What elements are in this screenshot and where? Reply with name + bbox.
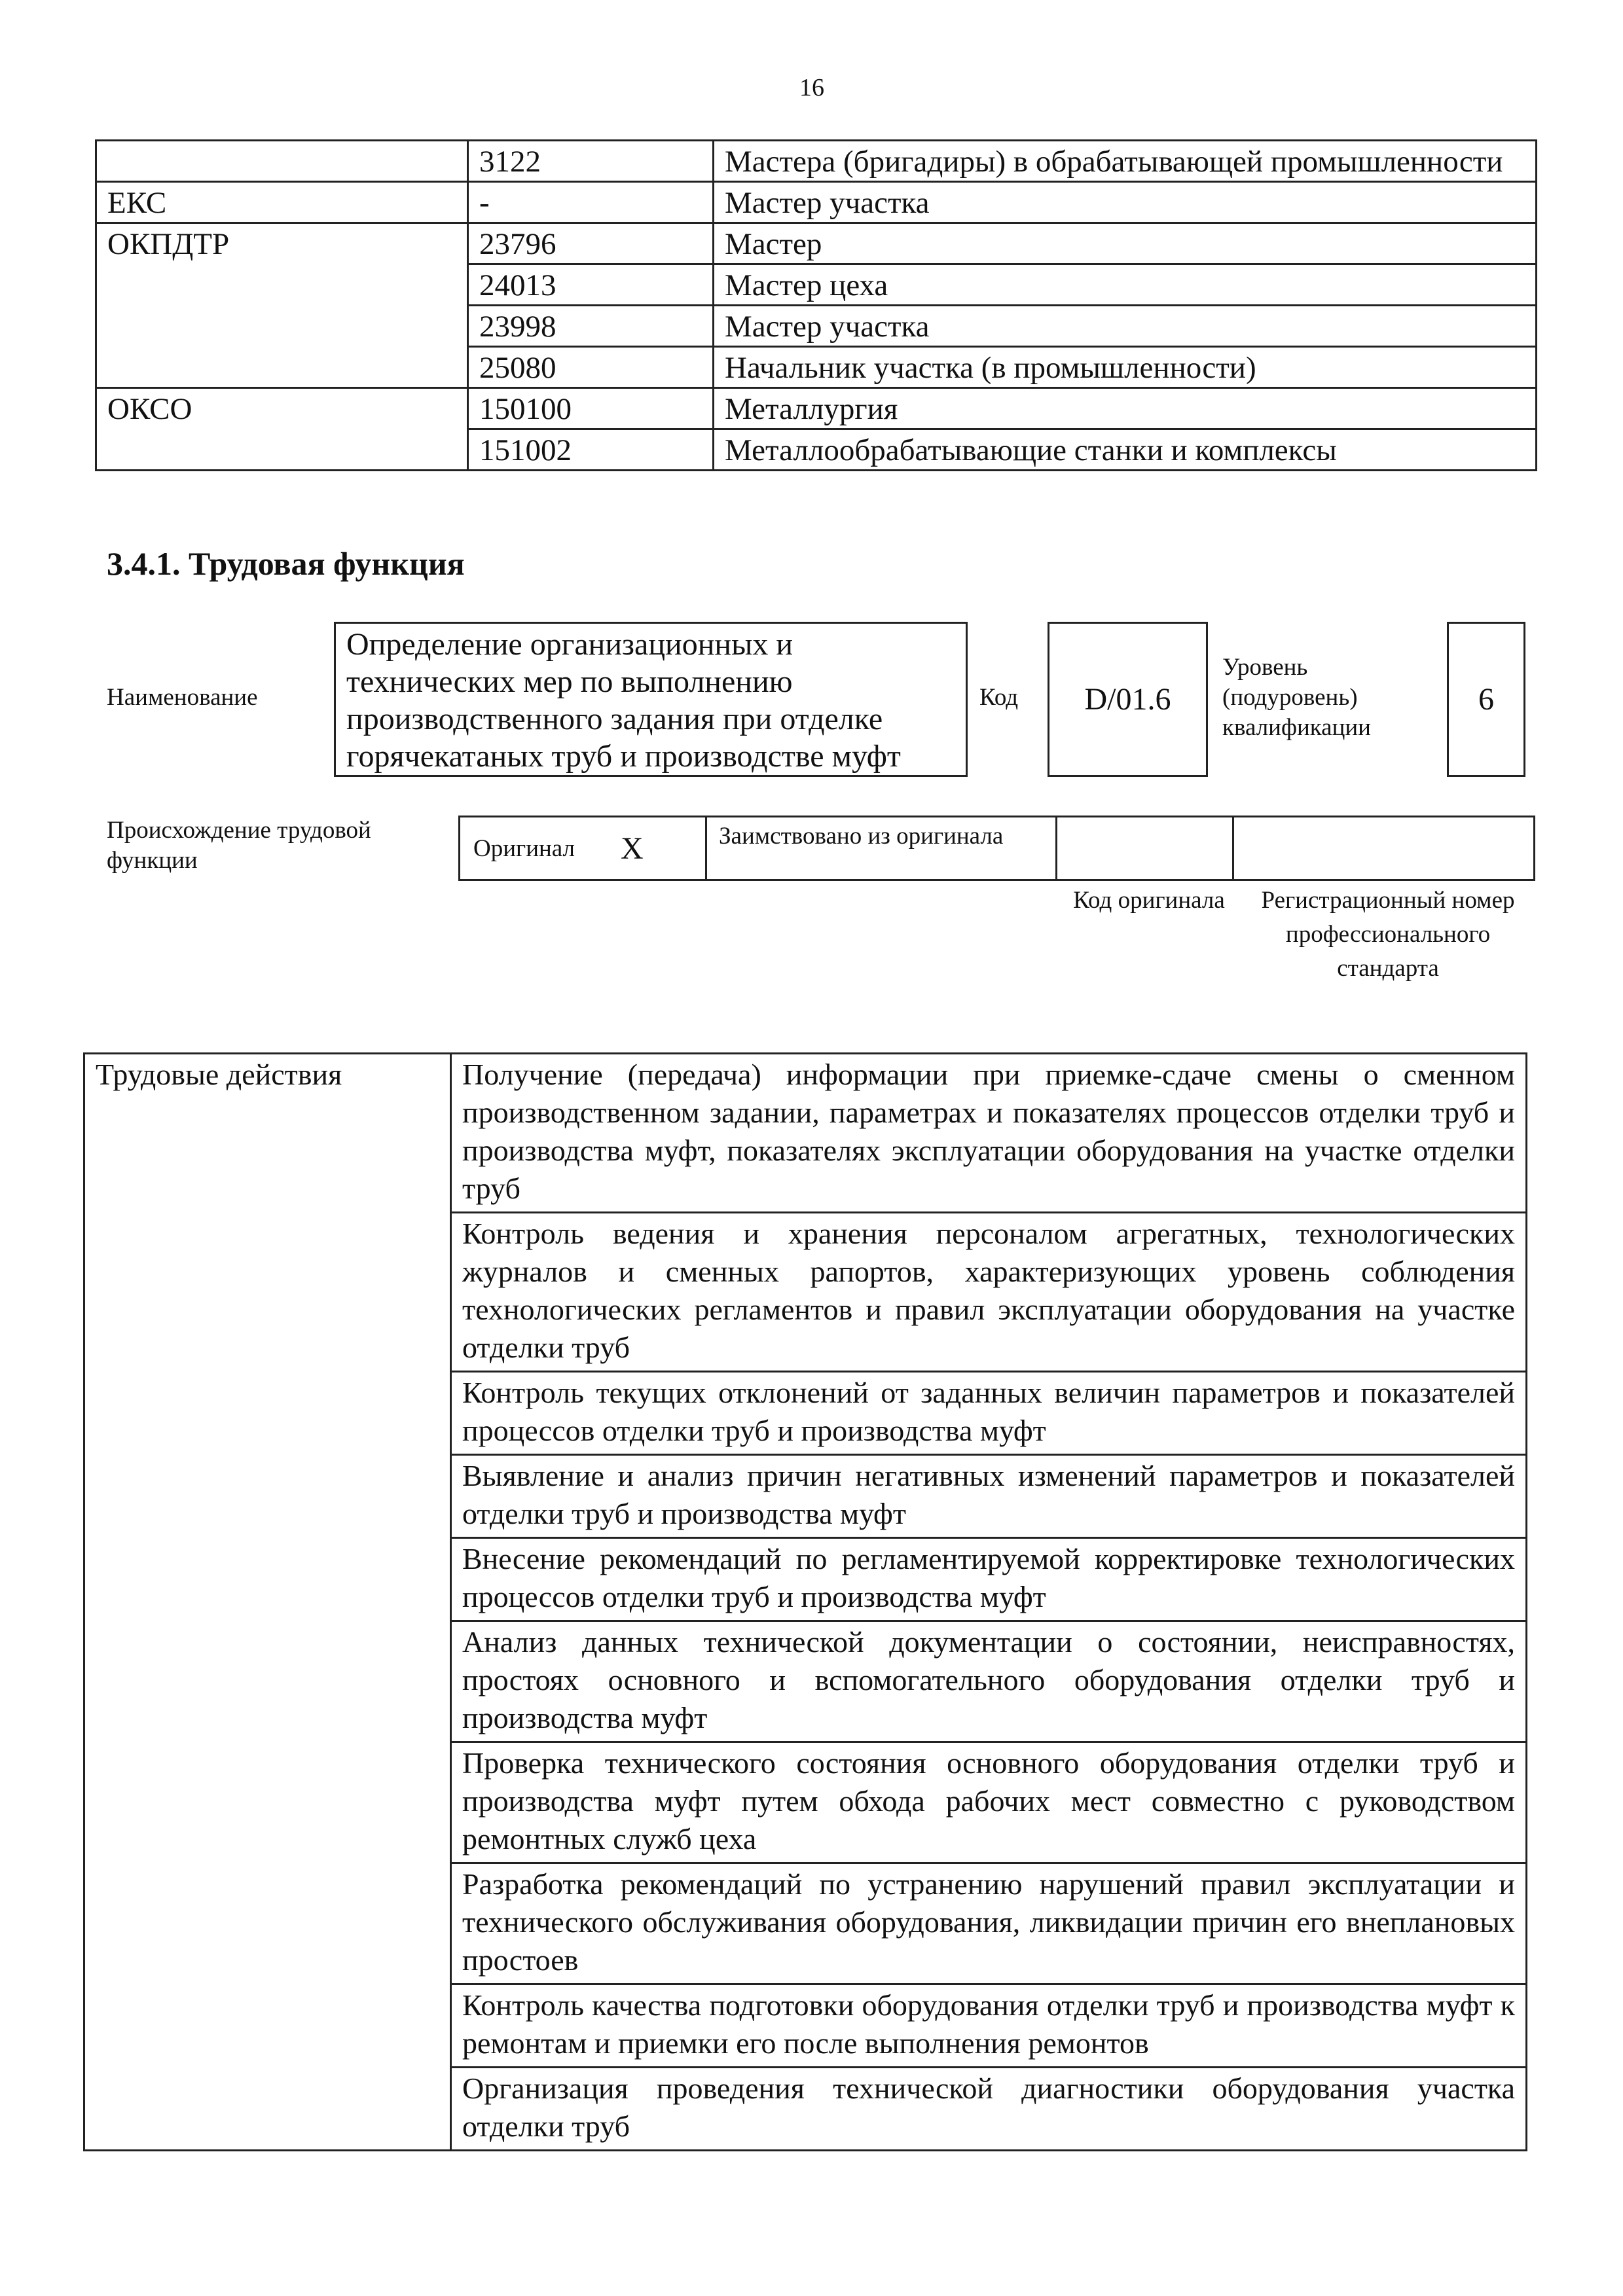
table-row [96,141,1537,182]
classifier-code: - [468,182,714,223]
name-label: Наименование [107,684,258,711]
original-code-caption: Код оригинала [1073,887,1225,914]
classifier-name [96,306,468,347]
classifier-code: 150100 [468,388,714,429]
classifier-code: 151002 [468,429,714,471]
labor-actions-label: Трудовые действия [84,1054,451,2151]
labor-action-item: Контроль ведения и хранения персоналом агрегатных, технологических журналов и сменных рапортов, характеризующих уровень соблюдения технологических регламентов и правил эксплуатации оборудования на участке отделки труб [451,1213,1527,1372]
classification-table [95,139,1537,471]
original-label: Оригинал [473,834,575,862]
table-row [96,306,1537,347]
labor-action-item: Анализ данных технической документации о состоянии, неисправностях, простоях основного и вспомогательного оборудования отделки труб и производства муфт [451,1621,1527,1742]
classifier-code: 23998 [468,306,714,347]
classifier-title: Мастер цеха [714,264,1537,306]
table-row [84,1054,1527,1213]
function-name-value: Определение организационных и технических мер по выполнению производственного задания при отделке горячекатаных труб и производстве муфт [334,622,968,777]
table-row [96,182,1537,223]
original-code-cell [1057,817,1234,879]
labor-actions-table [83,1052,1527,2151]
table-row [96,347,1537,388]
section-title: 3.4.1. Трудовая функция [107,545,465,582]
classifier-code: 24013 [468,264,714,306]
code-label: Код [979,684,1019,711]
classifier-title: Мастер участка [714,182,1537,223]
classifier-name: ОКПДТР [96,223,468,264]
page-number: 16 [799,74,824,101]
classifier-title: Мастер [714,223,1537,264]
labor-action-item: Организация проведения технической диагностики оборудования участка отделки труб [451,2068,1527,2151]
origin-label: Происхождение трудовой функции [107,817,371,874]
labor-action-item: Контроль качества подготовки оборудования отделки труб и производства муфт к ремонтам и приемки его после выполнения ремонтов [451,1984,1527,2068]
classifier-name [96,141,468,182]
classifier-title: Металлообрабатывающие станки и комплексы [714,429,1537,471]
table-row [96,264,1537,306]
table-row [96,388,1537,429]
qualification-level-value: 6 [1447,622,1525,777]
origin-table [458,816,1535,881]
labor-action-item: Получение (передача) информации при приемке-сдаче смены о сменном производственном задании, параметрах и показателях процессов отделки труб и производства муфт, показателях эксплуатации оборудования на участке отделки труб [451,1054,1527,1213]
labor-action-item: Разработка рекомендаций по устранению нарушений правил эксплуатации и технического обслуживания оборудования, ликвидации причин его внеплановых простоев [451,1863,1527,1984]
classifier-code: 25080 [468,347,714,388]
original-mark: X [621,831,644,866]
classifier-title: Начальник участка (в промышленности) [714,347,1537,388]
classifier-name: ЕКС [96,182,468,223]
registration-number-caption: Регистрационный номер профессионального стандарта [1261,887,1515,982]
classifier-name [96,429,468,471]
labor-action-item: Контроль текущих отклонений от заданных величин параметров и показателей процессов отделки труб и производства муфт [451,1372,1527,1455]
labor-action-item: Выявление и анализ причин негативных изменений параметров и показателей отделки труб и производства муфт [451,1455,1527,1538]
table-row [96,429,1537,471]
classifier-title: Металлургия [714,388,1537,429]
classifier-title: Мастера (бригадиры) в обрабатывающей промышленности [714,141,1537,182]
registration-number-cell [1234,817,1533,879]
classifier-name [96,264,468,306]
classifier-title: Мастер участка [714,306,1537,347]
table-row [96,223,1537,264]
classifier-code: 3122 [468,141,714,182]
classifier-code: 23796 [468,223,714,264]
original-cell [460,817,707,879]
labor-action-item: Внесение рекомендаций по регламентируемой корректировке технологических процессов отделки труб и производства муфт [451,1538,1527,1621]
qualification-level-label: Уровень (подуровень) квалификации [1222,654,1371,741]
borrowed-label: Заимствовано из оригинала [707,817,1057,879]
classifier-name [96,347,468,388]
labor-action-item: Проверка технического состояния основного оборудования отделки труб и производства муфт путем обхода рабочих мест совместно с руководством ремонтных служб цеха [451,1742,1527,1863]
classifier-name: ОКСО [96,388,468,429]
function-code-value: D/01.6 [1048,622,1208,777]
